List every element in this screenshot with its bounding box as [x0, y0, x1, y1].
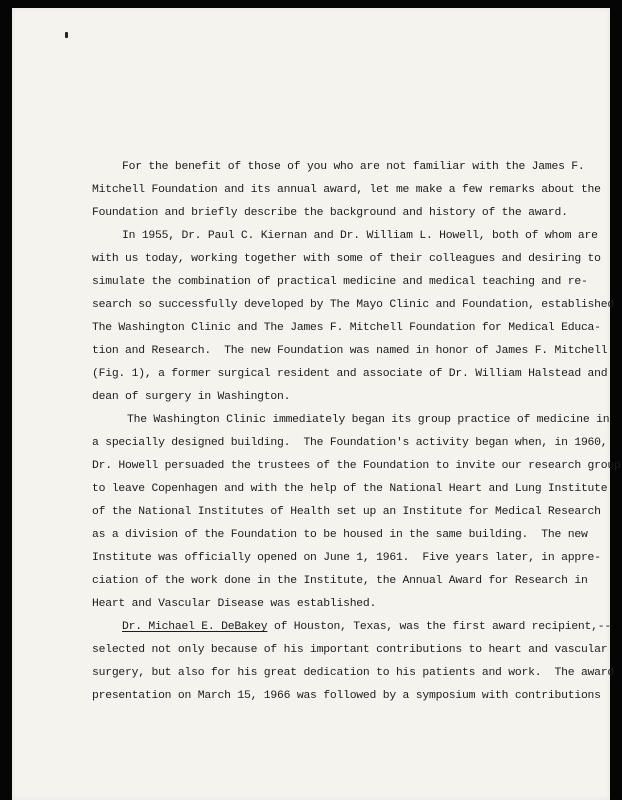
text-line: Foundation and briefly describe the background and history of the award. [92, 207, 568, 219]
text-line: presentation on March 15, 1966 was followed by a symposium with contributions [92, 690, 601, 702]
document-page [12, 8, 621, 800]
text-run: of Houston, Texas, was the first award recipient,-- [267, 621, 611, 633]
underlined-name: Dr. Michael E. DeBakey [122, 621, 268, 633]
text-line: (Fig. 1), a former surgical resident and associate of Dr. William Halstead and [92, 368, 608, 380]
text-line: of the National Institutes of Health set up an Institute for Medical Research [92, 506, 601, 518]
text-line: In 1955, Dr. Paul C. Kiernan and Dr. William L. Howell, both of whom are [122, 230, 598, 242]
text-line [122, 620, 611, 634]
text-line: as a division of the Foundation to be housed in the same building. The new [92, 529, 588, 541]
text-line: with us today, working together with some of their colleagues and desiring to [92, 253, 601, 265]
text-line: The Washington Clinic and The James F. Mitchell Foundation for Medical Educa- [92, 322, 601, 334]
text-line: Institute was officially opened on June 1, 1961. Five years later, in appre- [92, 552, 601, 564]
margin-ink-mark [65, 32, 68, 38]
text-line: For the benefit of those of you who are not familiar with the James F. [122, 161, 585, 173]
text-line: Dr. Howell persuaded the trustees of the Foundation to invite our research group [92, 460, 621, 472]
text-line: search so successfully developed by The Mayo Clinic and Foundation, established [92, 299, 614, 311]
text-line: Heart and Vascular Disease was established. [92, 598, 377, 610]
text-line: The Washington Clinic immediately began its group practice of medicine in [127, 414, 610, 426]
text-line: to leave Copenhagen and with the help of the National Heart and Lung Institute [92, 483, 608, 495]
text-line: surgery, but also for his great dedication to his patients and work. The award [92, 667, 614, 679]
text-line: selected not only because of his important contributions to heart and vascular [92, 644, 608, 656]
text-line: a specially designed building. The Foundation's activity began when, in 1960, [92, 437, 608, 449]
text-line: ciation of the work done in the Institute, the Annual Award for Research in [92, 575, 588, 587]
text-line: simulate the combination of practical medicine and medical teaching and re- [92, 276, 588, 288]
text-line: Mitchell Foundation and its annual award, let me make a few remarks about the [92, 184, 601, 196]
text-line: tion and Research. The new Foundation was named in honor of James F. Mitchell [92, 345, 608, 357]
text-line: dean of surgery in Washington. [92, 391, 291, 403]
